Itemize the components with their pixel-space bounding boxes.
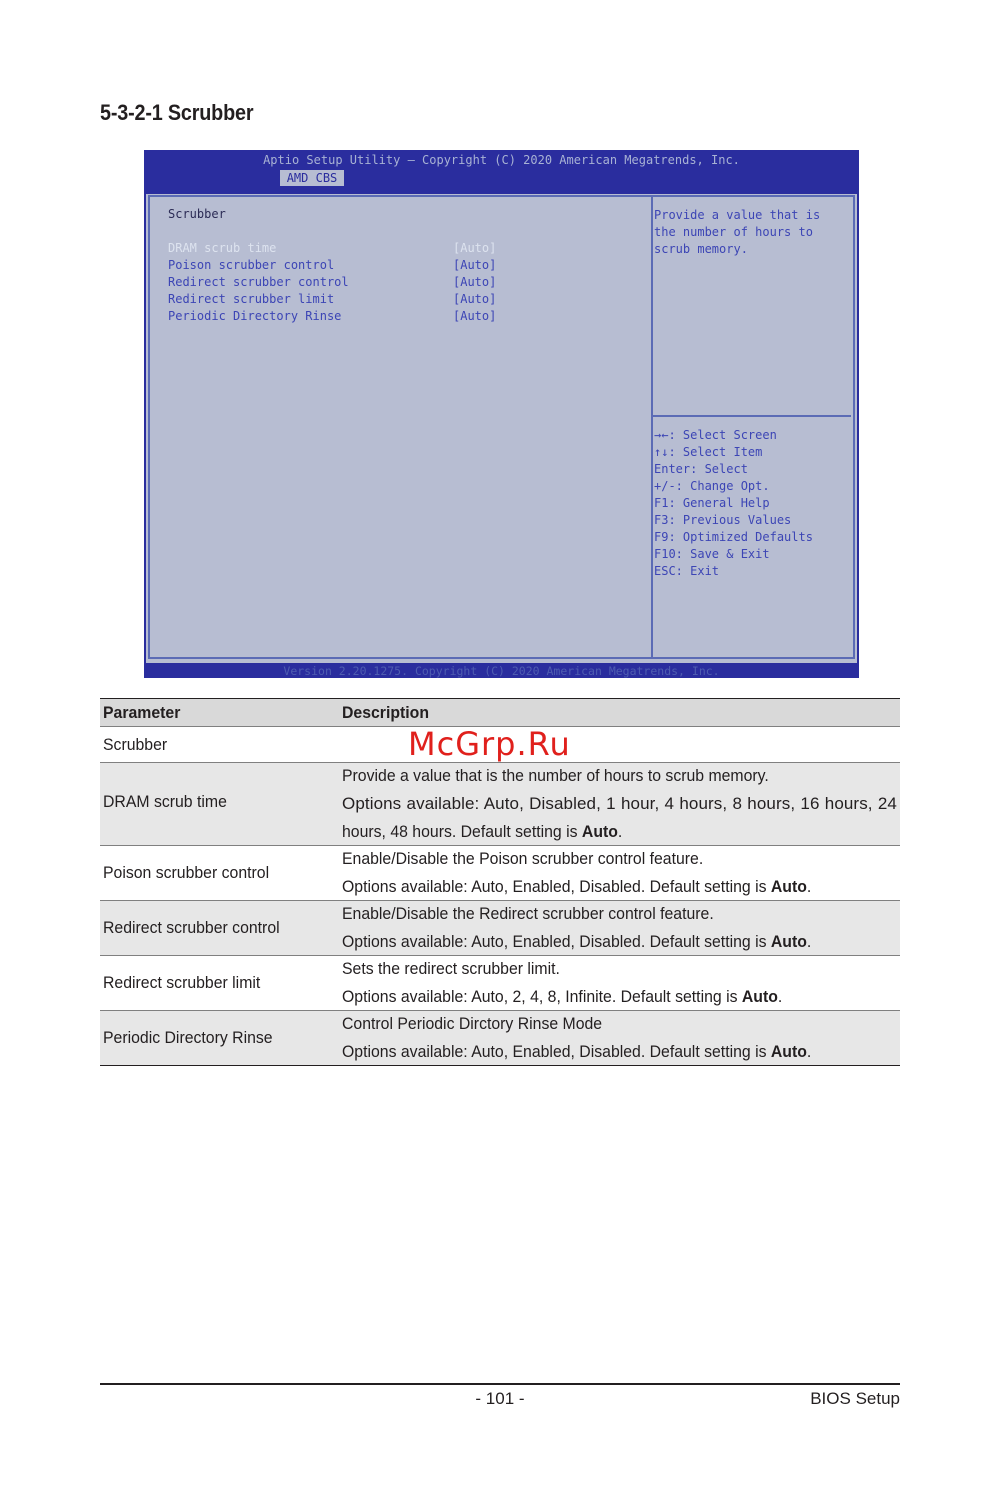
bios-item-value: [Auto] (453, 275, 497, 289)
bios-header (144, 150, 859, 186)
default-value: Auto (581, 822, 618, 841)
key-help-line: F3: Previous Values (654, 513, 792, 527)
default-value: Auto (770, 1042, 807, 1061)
bios-item-value: [Auto] (453, 258, 497, 272)
bios-help-divider (651, 415, 851, 417)
key-help-line: ↑↓: Select Item (654, 445, 763, 459)
desc-line: Provide a value that is the number of hours to scrub memory. (342, 766, 769, 785)
desc-line: Options available: Auto, Enabled, Disabled. Default setting is Auto. (342, 877, 812, 896)
desc-line: Options available: Auto, Enabled, Disabled. Default setting is Auto. (342, 1042, 812, 1061)
desc-line: Enable/Disable the Poison scrubber control feature. (342, 849, 704, 868)
desc-line: Sets the redirect scrubber limit. (342, 959, 560, 978)
key-help-line: +/-: Change Opt. (654, 479, 770, 493)
table-header (100, 698, 900, 727)
table-row (100, 846, 900, 901)
default-value: Auto (770, 932, 807, 951)
bios-item-value: [Auto] (453, 309, 497, 323)
bios-header-title: Aptio Setup Utility – Copyright (C) 2020 American Megatrends, Inc. (263, 153, 740, 167)
bios-item-poison-scrubber-control[interactable] (168, 258, 497, 272)
table-row (100, 901, 900, 956)
bios-item-label: Redirect scrubber limit (168, 292, 335, 306)
table-row (100, 956, 900, 1011)
key-help-line: F1: General Help (654, 496, 770, 510)
bios-item-label: Redirect scrubber control (168, 275, 349, 289)
footer-rule (100, 1383, 900, 1385)
desc-line: Options available: Auto, Enabled, Disabled. Default setting is Auto. (342, 932, 812, 951)
footer-section-name: BIOS Setup (810, 1389, 900, 1408)
desc-line: Options available: Auto, 2, 4, 8, Infinite. Default setting is Auto. (342, 987, 783, 1006)
bios-item-dram-scrub-time[interactable] (168, 241, 497, 255)
watermark: McGrp.Ru (408, 725, 571, 763)
row-description (342, 1010, 897, 1066)
bios-footer: Version 2.20.1275. Copyright (C) 2020 American Megatrends, Inc. (144, 663, 859, 678)
header-description: Description (342, 703, 429, 722)
desc-line: Control Periodic Dirctory Rinse Mode (342, 1014, 603, 1033)
desc-line: Options available: Auto, Disabled, 1 hour, 4 hours, 8 hours, 16 hours, 24 (342, 794, 897, 813)
key-help-line: Enter: Select (654, 462, 748, 476)
desc-line: hours, 48 hours. Default setting is Auto. (342, 822, 623, 841)
section-title: 5-3-2-1 Scrubber (100, 100, 254, 125)
bios-item-label: DRAM scrub time (168, 241, 277, 255)
row-parameter: Poison scrubber control (103, 863, 270, 882)
table-row (100, 763, 900, 846)
bios-item-value: [Auto] (453, 241, 497, 255)
row-description (342, 900, 897, 956)
row-parameter: Scrubber (103, 735, 168, 754)
row-parameter: DRAM scrub time (103, 792, 227, 811)
page-number: - 101 - (475, 1389, 525, 1408)
key-help-line: F9: Optimized Defaults (654, 530, 813, 544)
bios-item-help (654, 207, 849, 258)
bios-screenshot (144, 150, 859, 678)
bios-item-label: Periodic Directory Rinse (168, 309, 342, 323)
row-parameter: Redirect scrubber limit (103, 973, 261, 992)
bios-item-value: [Auto] (453, 292, 497, 306)
bios-item-redirect-scrubber-limit[interactable] (168, 292, 497, 306)
row-description (342, 762, 897, 846)
row-parameter: Redirect scrubber control (103, 918, 280, 937)
row-parameter: Periodic Directory Rinse (103, 1028, 273, 1047)
bios-body (146, 194, 857, 663)
help-line: the number of hours to (654, 225, 813, 239)
bios-key-help (654, 427, 849, 580)
row-description (342, 955, 897, 1011)
row-description (342, 845, 897, 901)
bios-item-redirect-scrubber-control[interactable] (168, 275, 497, 289)
key-help-line: ESC: Exit (654, 564, 720, 578)
help-line: scrub memory. (654, 242, 748, 256)
bios-main-panel (148, 195, 653, 659)
header-parameter: Parameter (103, 703, 181, 722)
table-row (100, 1011, 900, 1066)
default-value: Auto (741, 987, 778, 1006)
key-help-line: →←: Select Screen (654, 428, 777, 442)
desc-line: Enable/Disable the Redirect scrubber control feature. (342, 904, 714, 923)
default-value: Auto (770, 877, 807, 896)
bios-item-periodic-directory-rinse[interactable] (168, 309, 497, 323)
bios-section-label: Scrubber (168, 207, 226, 221)
help-line: Provide a value that is (654, 208, 821, 222)
key-help-line: F10: Save & Exit (654, 547, 770, 561)
bios-item-label: Poison scrubber control (168, 258, 335, 272)
tab-amd-cbs[interactable]: AMD CBS (280, 170, 344, 186)
bios-help-panel (651, 195, 855, 659)
